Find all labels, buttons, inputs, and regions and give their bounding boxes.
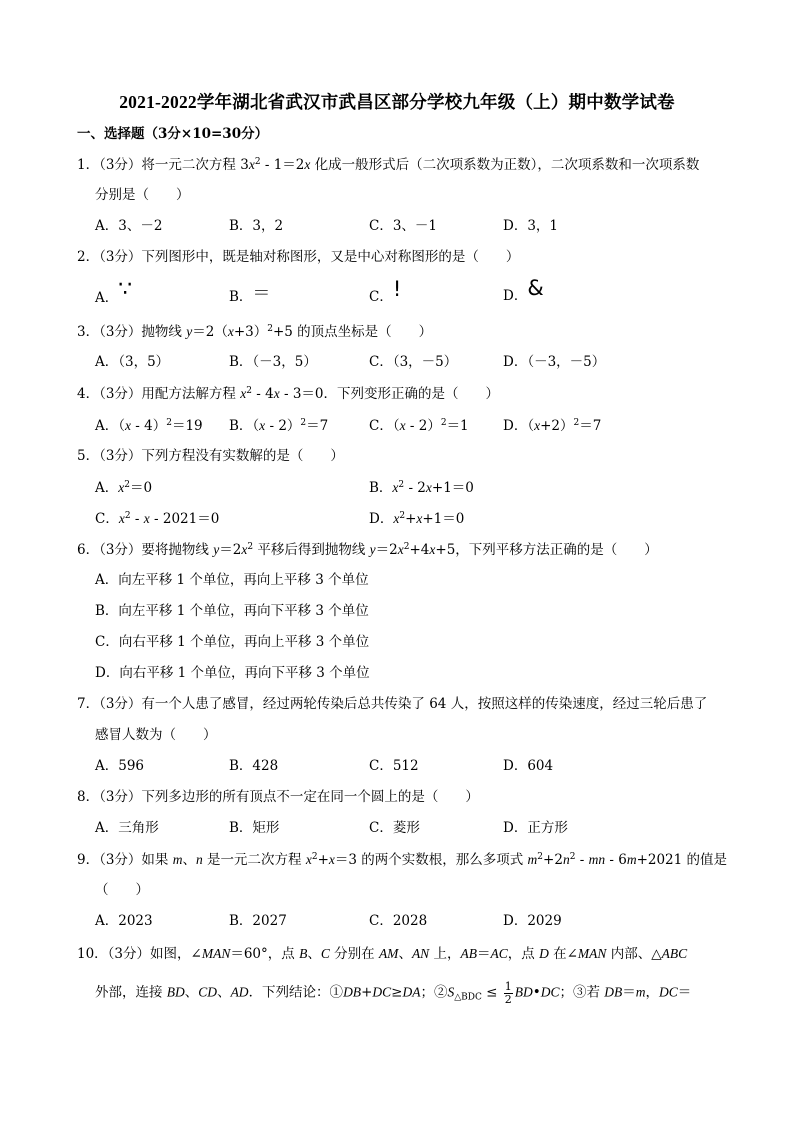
question-2: 2．（3分）下列图形中，既是轴对称图形，又是中心对称图形的是（ ） [77,249,520,265]
q7-option-d[interactable]: D．604 [503,758,554,774]
q3-eq2: +3） [233,324,268,340]
q4-a-rhs: ＝19 [171,418,203,434]
q2-option-c-label: C． [369,289,393,305]
q3-option-d[interactable]: D．（－3，－5） [503,354,606,370]
q3-option-c[interactable]: C．（3，－5） [369,354,458,370]
question-9-line2: （ ） [95,882,149,898]
fraction-denominator: 2 [504,992,512,1006]
section-heading-choice: 一、选择题（3分×10=30分） [77,126,269,142]
q10-t6: 内部、△ [606,946,662,962]
q5-c-mid: - [130,511,144,527]
q10-l2g: ；② [420,984,448,1001]
equals-sign-shape: ＝ [252,283,271,304]
q4-c-inner: - 2） [405,418,441,434]
q4-d-exp: 2 [573,418,580,428]
q2-option-a-label: A． [95,290,119,306]
q8-option-b[interactable]: B．矩形 [229,820,280,836]
q10-ad: AD [230,984,249,1000]
q8-option-c[interactable]: C．菱形 [369,820,420,836]
q4-a-exp: 2 [166,418,172,428]
q9-var-m2: m [527,852,538,867]
q3-option-b[interactable]: B．（－3，5） [229,354,317,370]
q10-prefix: 10．（3分）如图，∠ [77,946,202,962]
q5-d-var2: x [416,511,423,526]
q10-l2k: ， [645,984,660,1001]
q1-option-a[interactable]: A．3、－2 [95,218,163,234]
q7-option-b[interactable]: B．428 [229,758,279,774]
q9-option-c[interactable]: C．2028 [369,913,428,929]
q10-ac: AC [490,946,508,961]
q10-dc3: DC [659,984,678,1000]
q10-bd: BD [166,984,185,1000]
q10-l2b: 、 [184,984,199,1001]
q10-t3: ＝ [477,946,491,962]
q10-abc: ABC [661,946,688,961]
question-10 [77,947,687,962]
question-5: 5．（3分）下列方程没有实数解的是（ ） [77,448,344,464]
q9-var-n: n [195,852,203,867]
q6-prefix: 6．（3分）要将抛物线 [77,542,214,558]
q6-eq1: ＝2 [219,542,242,558]
q10-t2: 上， [429,946,461,962]
q3-rest: +5 的顶点坐标是（ ） [272,324,433,340]
q10-da: DA [402,984,421,1000]
q10-s-sub: △BDC [454,992,482,1003]
q10-l2j: ＝ [622,984,636,1001]
q1-option-b[interactable]: B．3，2 [229,218,284,234]
q6-rest: +5，下列平移方法正确的是（ ） [435,542,658,558]
question-7: 7．（3分）有一个人患了感冒，经过两轮传染后总共传染了 64 人，按照这样的传染速度，经过三轮后患了 [77,696,708,712]
q5-d-mid: + [405,511,417,527]
q4-b-label: B．（ [229,418,260,434]
q9-mid1: 是一元二次方程 [202,852,306,868]
q4-c-var: x [399,418,406,433]
q5-option-d[interactable] [369,512,464,527]
q4-prefix: 4．（3分）用配方法解方程 [77,386,241,402]
q10-m: m [635,984,646,1000]
q1-rest: 化成一般形式后（二次项系数为正数），二次项系数和一次项系数 [310,157,700,173]
q10-cd: CD [198,984,218,1000]
q9-var-x: x [305,852,312,867]
q6-var-x3: x [429,542,436,557]
q2-option-a[interactable] [95,277,133,307]
q10-an: AN [411,946,430,961]
q5-a-rest: ＝0 [129,480,153,496]
q10-c2: 、 [398,946,412,962]
q4-var-x2: x [273,386,280,401]
q6-option-a[interactable]: A．向左平移 1 个单位，再向上平移 3 个单位 [95,572,369,588]
q4-b-rhs: ＝7 [306,418,329,434]
question-1-line2: 分别是（ ） [95,187,190,203]
exclamation-shape: ! [392,277,402,301]
q1-exp: 2 [254,157,261,167]
q8-option-a[interactable]: A．三角形 [95,820,159,836]
q5-c-rest: - 2021＝0 [149,511,220,527]
q9-plus: + [317,852,329,868]
q3-var-x: x [227,324,234,339]
question-10-line2 [95,981,691,1005]
fraction-numerator: 1 [504,980,512,993]
q9-rest: +2021 的值是 [636,852,728,868]
q1-option-d[interactable]: D．3，1 [503,218,559,234]
q5-d-rest: +1＝0 [422,511,465,527]
q10-angle-man2: MAN [577,946,607,961]
q4-a-inner: - 4） [131,418,167,434]
q4-exp: 2 [246,386,252,396]
q2-option-c[interactable] [369,277,402,305]
q4-a-var: x [125,418,131,433]
q4-d-inner: +2） [540,418,574,434]
q10-eq60: ＝60°，点 [230,946,300,962]
q6-var-x: x [241,542,248,557]
question-4 [77,387,499,402]
q1-var-x: x [248,157,255,172]
q6-var-x2: x [397,542,404,557]
q10-db3: DB [604,984,623,1000]
q2-option-b-label: B． [229,289,253,305]
q5-c-exp: 2 [124,511,131,521]
q6-exp2: 2 [403,542,410,552]
q1-option-c[interactable]: C．3、－1 [369,218,438,234]
q9-option-b[interactable]: B．2027 [229,913,287,929]
q6-var-y2: y [369,542,376,557]
q4-c-exp: 2 [440,418,447,428]
q6-option-c[interactable]: C．向右平移 1 个单位，再向上平移 3 个单位 [95,634,370,650]
q4-option-d[interactable] [503,419,601,434]
q5-b-label: B． [369,480,393,496]
q3-exp: 2 [267,324,273,334]
q10-t4: ，点 [507,946,540,962]
q4-b-exp: 2 [300,418,307,428]
q6-exp: 2 [247,542,254,552]
question-1 [77,158,699,173]
q10-l2h: ≤ [481,984,502,1001]
q5-d-exp: 2 [399,511,406,521]
q9-option-a[interactable]: A．2023 [95,913,153,929]
q9-sep: 、 [182,852,196,868]
q9-var-mn: mn [588,852,606,867]
q6-option-b[interactable]: B．向左平移 1 个单位，再向下平移 3 个单位 [95,603,369,619]
q3-var-y: y [186,324,193,339]
q10-t1: 分别在 [329,946,379,962]
q5-c-label: C． [95,511,119,527]
q10-s: S [447,984,455,1000]
q10-l2d: ．下列结论：① [248,984,344,1001]
q9-var-m: m [172,852,183,867]
q10-l2f: ≥ [391,984,403,1001]
q3-eq1: ＝2（ [192,324,228,340]
ampersand-shape: & [527,276,544,300]
q10-l2l: ＝ [677,984,692,1001]
q9-minus2: - 6 [605,852,627,868]
question-3 [77,325,432,340]
q10-db: DB [343,984,362,1000]
q4-rest: - 3＝0．下列变形正确的是（ ） [279,386,500,402]
q6-mid: 平移后得到抛物线 [253,542,370,558]
q4-a-label: A．（ [95,418,125,434]
q10-t5: 在∠ [548,946,578,962]
q9-var-m3: m [626,852,637,867]
q5-b-var2: x [425,480,432,495]
page-title: 2021-2022学年湖北省武汉市武昌区部分学校九年级（上）期中数学试卷 [119,92,675,112]
q4-option-b[interactable] [229,419,328,434]
question-7-line2: 感冒人数为（ ） [95,727,217,743]
q9-prefix: 9．（3分）如果 [77,852,173,868]
q9-p2: +2 [543,852,563,868]
q9-var-n2: n [562,852,570,867]
q3-option-a[interactable]: A．（3，5） [95,354,170,370]
question-8: 8．（3分）下列多边形的所有顶点不一定在同一个圆上的是（ ） [77,789,479,805]
q5-b-rest: +1＝0 [431,480,474,496]
q4-d-rhs: ＝7 [579,418,602,434]
q10-dot: • [532,984,541,1001]
q5-option-a[interactable] [95,481,152,496]
q5-b-exp: 2 [398,480,405,490]
question-6 [77,543,658,558]
three-dots-shape: ∵ [118,277,133,302]
q5-d-var: x [393,511,400,526]
q10-angle-man: MAN [201,946,231,961]
one-half-fraction [504,981,513,1005]
q10-am: AM [378,946,399,961]
q6-plus: +4 [409,542,430,558]
q10-c1: 、 [307,946,321,962]
q10-l2c: 、 [217,984,231,1001]
q10-l2a: 外部，连接 [95,984,167,1001]
q10-pt-c: C [320,946,330,961]
q4-b-var: x [259,418,266,433]
q10-l2i: ；③若 [559,984,605,1001]
q5-a-label: A． [95,480,119,496]
q5-a-var: x [118,480,125,495]
q2-option-b[interactable] [229,283,271,305]
q4-var-x: x [240,386,247,401]
q5-option-c[interactable] [95,512,219,527]
q1-prefix: 1．（3分）将一元二次方程 3 [77,157,249,173]
q4-b-inner: - 2） [265,418,301,434]
q9-exp3: 2 [569,852,576,862]
q4-option-c[interactable] [369,419,469,434]
q9-exp2: 2 [537,852,544,862]
q6-option-d[interactable]: D．向右平移 1 个单位，再向下平移 3 个单位 [95,665,370,681]
q5-d-label: D． [369,511,394,527]
q3-prefix: 3．（3分）抛物线 [77,324,187,340]
q9-exp: 2 [311,852,318,862]
q10-ab: AB [460,946,477,961]
q10-l2e: + [361,984,373,1001]
q7-option-c[interactable]: C．512 [369,758,419,774]
q4-c-label: C．（ [369,418,400,434]
q9-var-x2: x [328,852,335,867]
q5-b-var: x [392,480,399,495]
question-9 [77,853,727,868]
q1-var-x2: x [304,157,311,172]
q2-option-d[interactable] [503,276,544,304]
q10-pt-d: D [539,946,549,961]
q6-var-y: y [213,542,220,557]
q4-option-a[interactable] [95,419,203,434]
q7-option-a[interactable]: A．596 [95,758,145,774]
q9-mid2: ＝3 的两个实数根，那么多项式 [334,852,528,868]
q10-dc: DC [372,984,392,1000]
q8-option-d[interactable]: D．正方形 [503,820,568,836]
q5-b-mid: - 2 [404,480,426,496]
q10-dc2: DC [540,984,560,1000]
q4-mid: - 4 [251,386,274,402]
q5-c-var2: x [143,511,150,526]
q9-minus1: - [575,852,589,868]
q4-d-var: x [534,418,541,433]
q10-bd2: BD [514,984,533,1000]
q2-option-d-label: D． [503,288,528,304]
q4-c-rhs: ＝1 [446,418,469,434]
q5-c-var: x [118,511,125,526]
q5-option-b[interactable] [369,481,474,496]
q5-a-exp: 2 [124,480,130,490]
q1-mid: - 1＝2 [260,157,305,173]
q9-option-d[interactable]: D．2029 [503,913,562,929]
q4-d-label: D．（ [503,418,535,434]
q6-eq2: ＝2 [375,542,398,558]
q10-pt-b: B [299,946,308,961]
